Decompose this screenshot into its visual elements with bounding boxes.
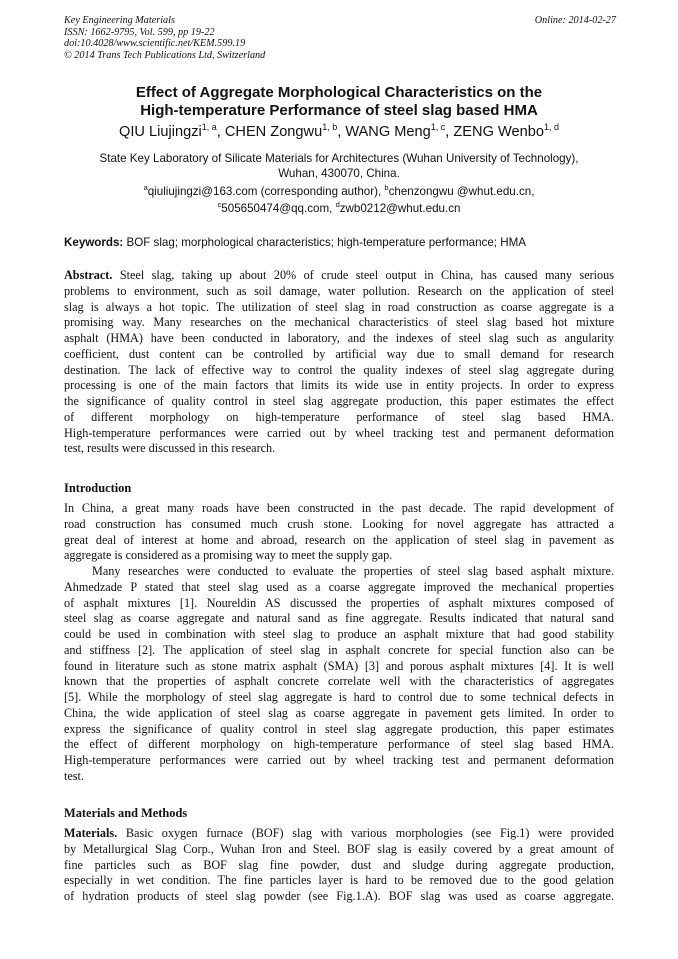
email-sup-a: a [143, 183, 148, 192]
affiliation-line-1: State Key Laboratory of Silicate Materials for Architectures (Wuhan University of Technology), [99, 152, 579, 165]
abstract-section [64, 268, 614, 457]
email-line-1 [64, 183, 614, 200]
materials-section [64, 826, 614, 905]
materials-line: of hydration products of steel slag powder (see Fig.1.A). BOF slag was used as coarse aggregate. [64, 889, 614, 903]
author-name: ZENG Wenbo [453, 124, 544, 140]
abstract-line: test, results were discussed in this research. [64, 441, 276, 456]
abstract-line: promising way. Many researches on the mechanical characteristics of steel slag based hot mixture [64, 315, 614, 330]
author-sep: , [445, 124, 454, 140]
abstract-text: Steel slag, taking up about 20% of crude steel output in China, has caused many serious [112, 268, 614, 282]
author-sup: 1, a [201, 122, 217, 132]
materials-line: by Metallurgical Slag Corp., Wuhan Iron and Steel. BOF slag is easily covered by a great amount of [64, 841, 614, 856]
intro-line: could be used in combination with steel slag to produce an asphalt mixture that had good stability [64, 627, 614, 641]
author-sep: , [216, 124, 225, 140]
intro-line: road construction has consumed much crush stone. Looking for novel aggregate has attracted a [64, 516, 614, 531]
abstract-label: Abstract. [64, 268, 113, 282]
abstract-line: High-temperature performances were carried out by wheel tracking test and permanent deformation [64, 425, 614, 440]
materials-line: fine particles such as BOF slag fine powder, dust and sludge during aggregate production, [64, 857, 614, 872]
abstract-line: of different morphology on high-temperature performance of steel slag based HMA. [64, 409, 614, 424]
intro-line: test. [64, 768, 84, 783]
author-sup: 1, d [543, 122, 559, 132]
introduction-heading: Introduction [64, 481, 132, 495]
abstract-line: destination. The lack of effective way to control the quality indexes of steel slag aggregate during [64, 362, 614, 377]
keywords-label: Keywords: [64, 236, 124, 249]
abstract-line [64, 268, 614, 284]
intro-line: the effect of different morphology on high-temperature performance of steel slag based HMA. [64, 737, 614, 752]
doi-line: doi:10.4028/www.scientific.net/KEM.599.19 [64, 38, 246, 50]
email-a[interactable]: qiuliujingzi@163.com (corresponding author), [147, 185, 385, 198]
affiliation-line-2: Wuhan, 430070, China. [278, 167, 400, 180]
email-d[interactable]: zwb0212@whut.edu.cn [339, 202, 461, 215]
abstract-line: coefficient, dust content can be controlled by artificial way due to small demand for research [64, 346, 614, 361]
intro-line: [5]. While the morphology of steel slag aggregate is hard to control due to some technical defects in [64, 690, 614, 704]
paper-title-line-2: High-temperature Performance of steel slag based HMA [140, 102, 538, 119]
intro-line: aggregate is considered as a promising way to meet the supply gap. [64, 548, 393, 563]
intro-line: found in literature such as stone matrix asphalt (SMA) [3] and porous asphalt mixtures [4]. It is well [64, 658, 614, 673]
email-sup-c: c [217, 200, 222, 209]
intro-line: great deal of interest at home and abroad, research on the application of steel slag in pavement as [64, 532, 614, 547]
paper-title-line-1: Effect of Aggregate Morphological Characteristics on the [135, 84, 543, 101]
author-list [64, 124, 614, 140]
journal-name: Key Engineering Materials [64, 15, 175, 26]
intro-line: steel slag as coarse aggregate and natural sand as fine aggregate. Results indicated that natural sand [64, 611, 614, 626]
email-line-2 [64, 200, 614, 217]
author-sup: 1, c [430, 122, 446, 132]
email-sup-d: d [335, 200, 340, 209]
email-c[interactable]: 505650474@qq.com, [221, 202, 336, 215]
introduction-section [64, 501, 614, 785]
online-date: Online: 2014-02-27 [534, 15, 616, 26]
intro-line: express the significance of quality control in steel slag aggregate production, this paper estimates [64, 721, 614, 736]
materials-text: Basic oxygen furnace (BOF) slag with various morphologies (see Fig.1) were provided [117, 826, 614, 840]
intro-line: known that the properties of asphalt concrete correlate well with the characteristics of aggregates [64, 674, 614, 689]
abstract-line: processing is one of the main factors that limits its wide use in entity projects. In order to express [64, 378, 614, 393]
copyright-line: © 2014 Trans Tech Publications Ltd, Switzerland [64, 49, 266, 61]
materials-line: especially in wet condition. The fine particles layer is hard to be removed due to the good gelation [64, 873, 614, 888]
abstract-line: problems to environment, such as soil damage, water pollution. Research on the application of steel [64, 283, 614, 298]
author-name: QIU Liujingzi [119, 124, 202, 140]
author-name: CHEN Zongwu [224, 124, 323, 140]
email-b[interactable]: chenzongwu @whut.edu.cn, [388, 185, 535, 198]
intro-line: High-temperature performances were carried out by wheel tracking test and permanent deformation [64, 753, 614, 767]
abstract-line: slag is always a hot topic. The utilization of steel slag in road construction as coarse aggregate is a [64, 299, 614, 314]
issn-line: ISSN: 1662-9795, Vol. 599, pp 19-22 [64, 26, 215, 38]
journal-metadata [64, 15, 265, 61]
intro-line: China, the wide application of steel slag as coarse aggregate in pavement gets limited. In order to [64, 705, 614, 720]
intro-line: of asphalt mixtures [1]. Noureldin AS discussed the properties of asphalt mixtures composed of [64, 595, 614, 610]
keywords-line [64, 236, 526, 249]
keywords-text: BOF slag; morphological characteristics; high-temperature performance; HMA [123, 236, 526, 249]
author-name: WANG Meng [345, 124, 431, 140]
email-sup-b: b [384, 183, 389, 192]
author-sup: 1, b [322, 122, 338, 132]
intro-line: In China, a great many roads have been constructed in the past decade. The rapid development of [64, 501, 614, 515]
abstract-line: the significance of quality control in steel slag aggregate production, this paper estimates the effect [64, 394, 614, 408]
materials-line [64, 826, 614, 842]
abstract-line: asphalt (HMA) have been conducted in laboratory, and the indexes of steel slag such as angularity [64, 331, 614, 345]
materials-methods-heading: Materials and Methods [64, 806, 188, 820]
author-sep: , [337, 124, 346, 140]
intro-line: Ahmedzade P stated that steel slag used as a coarse aggregate improved the mechanical properties [64, 579, 614, 594]
materials-label: Materials. [64, 826, 118, 840]
intro-line: and stiffness [2]. The application of steel slag in asphalt concrete for special function also can be [64, 642, 614, 657]
intro-line: Many researches were conducted to evaluate the properties of steel slag based asphalt mixture. [92, 564, 614, 578]
